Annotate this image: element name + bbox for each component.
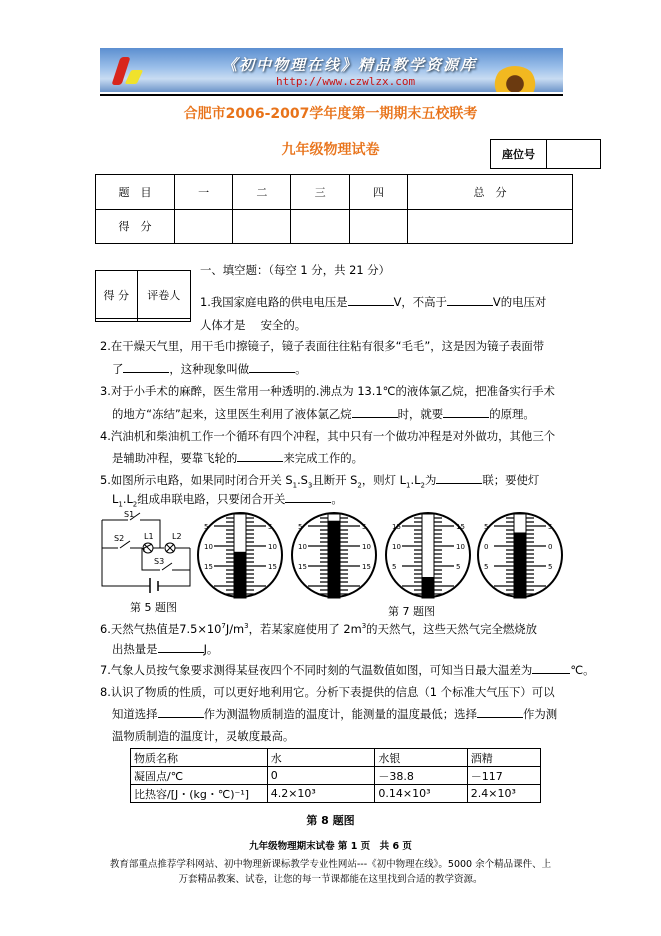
answer-blank[interactable] bbox=[158, 641, 204, 653]
question-text: 的地方“冻结”起来，这里医生利用了液体氯乙烷 bbox=[112, 407, 352, 421]
question-text: 。 bbox=[295, 362, 307, 376]
question-text: 了 bbox=[112, 362, 124, 376]
divider bbox=[100, 94, 563, 96]
answer-blank[interactable] bbox=[477, 706, 523, 718]
subscript: 2 bbox=[357, 481, 362, 490]
thermometer-tick-label: 0 bbox=[548, 543, 553, 551]
superscript: 3 bbox=[244, 622, 249, 630]
page-footer: 九年级物理期末试卷 第 1 页 共 6 页 bbox=[249, 841, 412, 852]
question-text: 联；要使灯 bbox=[482, 473, 540, 487]
thermometer-tick-label: 10 bbox=[456, 543, 465, 551]
question-text: 是辅助冲程，要靠飞轮的 bbox=[112, 451, 238, 465]
mercury-column bbox=[234, 552, 246, 598]
score-table bbox=[95, 174, 573, 244]
table-cell: －117 bbox=[467, 767, 540, 785]
thermometer-tick-label: 5 bbox=[456, 563, 461, 571]
seat-label: 座位号 bbox=[491, 140, 547, 169]
question-text: 8.认识了物质的性质，可以更好地利用它。分析下表提供的信息（1 个标准大气压下）可以 bbox=[100, 685, 555, 699]
seat-number-box bbox=[490, 139, 601, 169]
question-line bbox=[100, 338, 544, 354]
question-text: V的电压对 bbox=[492, 295, 547, 309]
subscript: 2 bbox=[420, 481, 425, 490]
table-row bbox=[131, 767, 541, 785]
thermometer-tick-label: 10 bbox=[392, 543, 401, 551]
thermometer-tick-label: 15 bbox=[268, 563, 277, 571]
score-row-label: 得 分 bbox=[96, 209, 175, 244]
question-line bbox=[112, 361, 307, 377]
table-cell: 凝固点/℃ bbox=[131, 767, 268, 785]
site-banner bbox=[100, 48, 563, 92]
score-header-total: 总 分 bbox=[407, 175, 572, 210]
question-text: 知道选择 bbox=[112, 707, 158, 721]
question-line bbox=[100, 383, 555, 399]
section-heading: 一、填空题：（每空 1 分，共 21 分） bbox=[200, 263, 390, 277]
question-text: ，这种现象叫做 bbox=[169, 362, 250, 376]
score-header-label: 题 目 bbox=[96, 175, 175, 210]
thermometer-tick-label: 15 bbox=[362, 563, 371, 571]
thermometer-tick-label: 5 bbox=[484, 563, 489, 571]
thermometer-figures bbox=[195, 510, 575, 602]
circuit-diagram bbox=[100, 508, 200, 593]
banner-title: 《初中物理在线》精品教学资源库 bbox=[222, 56, 478, 74]
logo-icon-accent bbox=[125, 70, 144, 84]
answer-blank[interactable] bbox=[352, 406, 398, 418]
table-row bbox=[131, 749, 541, 767]
score-cell[interactable] bbox=[349, 209, 407, 244]
question-text: 5.如图所示电路，如果同时闭合开关 S bbox=[100, 473, 293, 487]
question-line bbox=[112, 728, 294, 744]
answer-blank[interactable] bbox=[249, 361, 295, 373]
answer-blank[interactable] bbox=[447, 294, 493, 306]
question-text: J/m bbox=[225, 621, 245, 636]
thermometer-tick-label: 0 bbox=[484, 543, 489, 551]
answer-blank[interactable] bbox=[123, 361, 169, 373]
grader-score-cell[interactable] bbox=[96, 319, 138, 322]
thermometer-tick-label: 5 bbox=[298, 523, 303, 531]
answer-blank[interactable] bbox=[443, 406, 489, 418]
score-header-2: 二 bbox=[233, 175, 291, 210]
fig8-caption: 第 8 题图 bbox=[306, 814, 355, 827]
question-text: 作为测 bbox=[522, 707, 558, 721]
table-cell: 0 bbox=[267, 767, 375, 785]
answer-blank[interactable] bbox=[237, 450, 283, 462]
subscript: 2 bbox=[132, 500, 138, 509]
seat-number-field[interactable] bbox=[547, 140, 601, 169]
question-text: ，则灯 L bbox=[361, 473, 407, 487]
thermometer-dial bbox=[386, 513, 470, 598]
thermometer-tick-label: 10 bbox=[204, 543, 213, 551]
answer-blank[interactable] bbox=[158, 706, 204, 718]
circuit-label-s3: S3 bbox=[154, 557, 165, 566]
question-text: 3.对于小手术的麻醉，医生常用一种透明的.沸点为 13.1℃的液体氯乙烷，把准备实行手术 bbox=[100, 384, 555, 398]
question-text: L bbox=[112, 492, 119, 506]
thermometer-tick-label: 5 bbox=[484, 523, 489, 531]
fig5-caption: 第 5 题图 bbox=[130, 601, 177, 614]
question-text: 时，就要 bbox=[397, 407, 444, 421]
question-text: 7.气象人员按气象要求测得某昼夜四个不同时刻的气温数值如图，可知当日最大温差为 bbox=[100, 663, 533, 677]
superscript: 7 bbox=[221, 622, 226, 630]
table-row bbox=[131, 785, 541, 803]
thermometer-tick-label: 15 bbox=[204, 563, 213, 571]
question-text: 出热量是 bbox=[112, 642, 158, 656]
exam-subtitle: 九年级物理试卷 bbox=[281, 142, 380, 158]
score-cell[interactable] bbox=[407, 209, 572, 244]
table-cell: －38.8 bbox=[375, 767, 467, 785]
answer-blank[interactable] bbox=[285, 491, 331, 503]
mercury-column bbox=[328, 521, 340, 598]
thermometer-tick-label: 5 bbox=[548, 563, 553, 571]
question-text: 4.汽油机和柴油机工作一个循环有四个冲程，其中只有一个做功冲程是对外做功，其他三个 bbox=[100, 429, 556, 443]
circuit-label-s1: S1 bbox=[124, 510, 135, 519]
question-line bbox=[112, 406, 535, 422]
question-text: 人体才是 安全的。 bbox=[200, 318, 307, 332]
fig7-caption: 第 7 题图 bbox=[388, 605, 435, 618]
thermometer-dial bbox=[478, 513, 562, 598]
sunflower-icon bbox=[493, 66, 537, 92]
thermometer-tick-label: 10 bbox=[268, 543, 277, 551]
grader-score-label: 得 分 bbox=[96, 271, 138, 319]
question-text: 2.在干燥天气里，用干毛巾擦镜子，镜子表面往往粘有很多“毛毛”，这是因为镜子表面带 bbox=[100, 339, 545, 353]
score-header-3: 三 bbox=[291, 175, 349, 210]
thermometer-tick-label: 5 bbox=[362, 523, 367, 531]
question-text: 作为测温物质制造的温度计，能测量的温度最低；选择 bbox=[203, 707, 477, 721]
thermometer-tick-label: 5 bbox=[548, 523, 553, 531]
mercury-column bbox=[514, 532, 526, 598]
question-line bbox=[112, 450, 363, 466]
score-header-4: 四 bbox=[349, 175, 407, 210]
footer-ad-line2: 万套精品教案、试卷，让您的每一节课都能在这里找到合适的教学资源。 bbox=[178, 874, 483, 885]
grader-name-label: 评卷人 bbox=[137, 271, 190, 319]
question-text: .S bbox=[297, 473, 308, 487]
question-text: 为 bbox=[424, 473, 437, 487]
table-cell: 4.2×10³ bbox=[267, 785, 375, 803]
question-line bbox=[200, 294, 546, 310]
answer-blank[interactable] bbox=[532, 662, 570, 674]
grader-name-cell[interactable] bbox=[137, 319, 190, 322]
table-cell: 0.14×10³ bbox=[375, 785, 467, 803]
table-header-cell: 水银 bbox=[375, 749, 467, 767]
thermometer-tick-label: 15 bbox=[392, 523, 401, 531]
thermometer-tick-label: 5 bbox=[204, 523, 209, 531]
grader-table bbox=[95, 270, 191, 322]
question-line bbox=[100, 618, 537, 637]
question-text: 组成串联电路，只要闭合开关 bbox=[137, 492, 286, 506]
footer-ad-line1: 教育部重点推荐学科网站、初中物理新课标教学专业性网站---《初中物理在线》。5000 余个精品课件、上 bbox=[109, 859, 552, 870]
question-text: ，若某家庭使用了 2m bbox=[248, 621, 362, 636]
question-text: 温物质制造的温度计，灵敏度最高。 bbox=[112, 729, 295, 743]
table-cell: 比热容/[J・(kg・℃)⁻¹] bbox=[131, 785, 268, 803]
material-table bbox=[130, 748, 541, 803]
thermometer-tick-label: 15 bbox=[456, 523, 465, 531]
subscript: 1 bbox=[406, 481, 411, 490]
thermometer-tick-label: 10 bbox=[362, 543, 371, 551]
score-header-1: 一 bbox=[175, 175, 233, 210]
question-line bbox=[100, 684, 555, 700]
thermometer-tick-label: 5 bbox=[268, 523, 273, 531]
score-cell[interactable] bbox=[233, 209, 291, 244]
score-cell[interactable] bbox=[291, 209, 349, 244]
question-text: 1.我国家庭电路的供电电压是 bbox=[200, 295, 348, 309]
question-text: 且断开 S bbox=[312, 473, 358, 487]
thermometer-dial bbox=[198, 513, 282, 598]
banner-url: http://www.czwlzx.com bbox=[276, 75, 416, 88]
question-text: .L bbox=[410, 473, 421, 487]
thermometer-tick-label: 15 bbox=[298, 563, 307, 571]
table-header-cell: 水 bbox=[267, 749, 375, 767]
answer-blank[interactable] bbox=[436, 472, 482, 484]
question-text: ℃。 bbox=[570, 663, 595, 677]
question-text: 的天然气，这些天然气完全燃烧放 bbox=[366, 621, 538, 636]
circuit-label-s2: S2 bbox=[114, 534, 125, 543]
subscript: 1 bbox=[118, 500, 123, 509]
subscript: 1 bbox=[292, 481, 298, 490]
table-cell: 2.4×10³ bbox=[467, 785, 540, 803]
score-cell[interactable] bbox=[175, 209, 233, 244]
question-line bbox=[112, 641, 218, 657]
question-text: J。 bbox=[203, 642, 219, 656]
question-line bbox=[100, 428, 555, 444]
question-line bbox=[112, 706, 557, 722]
question-text: V，不高于 bbox=[393, 295, 447, 309]
thermometer-dial bbox=[292, 513, 376, 598]
circuit-label-l1: L1 bbox=[144, 532, 154, 541]
question-text: 。 bbox=[331, 492, 343, 506]
exam-title: 合肥市2006-2007学年度第一期期末五校联考 bbox=[183, 106, 478, 122]
circuit-label-l2: L2 bbox=[172, 532, 182, 541]
question-line bbox=[100, 662, 595, 678]
question-text: 来完成工作的。 bbox=[283, 451, 364, 465]
thermometer-tick-label: 5 bbox=[392, 563, 397, 571]
question-text: 的原理。 bbox=[489, 407, 535, 421]
subscript: 3 bbox=[307, 481, 313, 490]
thermometer-tick-label: 10 bbox=[298, 543, 307, 551]
superscript: 3 bbox=[361, 622, 367, 630]
question-text: 6.天然气热值是7.5×10 bbox=[100, 621, 222, 636]
question-line bbox=[200, 317, 306, 333]
question-text: .L bbox=[122, 492, 133, 506]
mercury-column bbox=[422, 577, 434, 598]
table-header-cell: 物质名称 bbox=[131, 749, 268, 767]
table-header-cell: 酒精 bbox=[467, 749, 540, 767]
answer-blank[interactable] bbox=[348, 294, 394, 306]
